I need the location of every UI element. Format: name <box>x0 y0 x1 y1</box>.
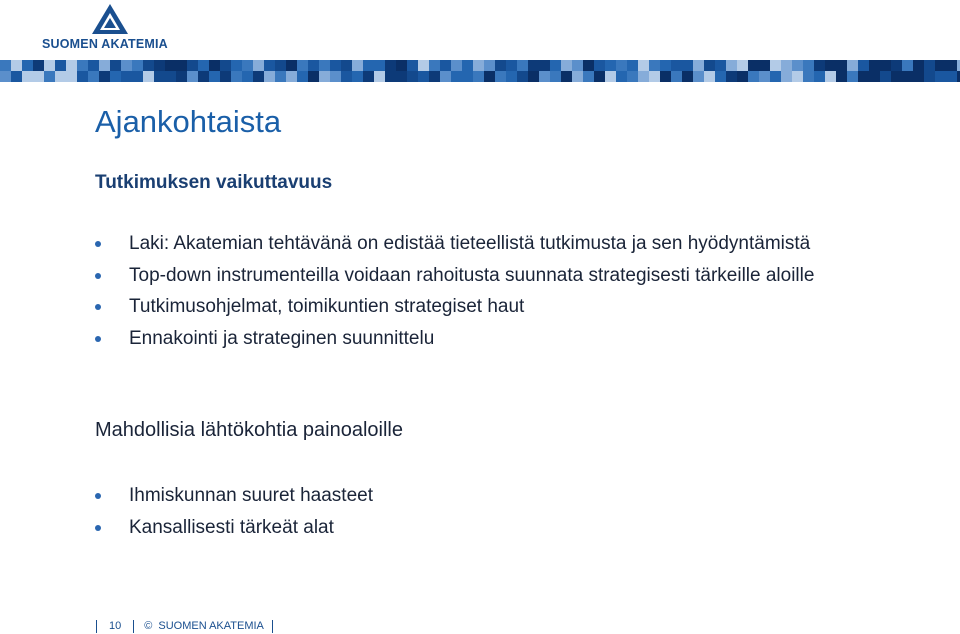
banner-tile <box>649 60 660 71</box>
banner-tile <box>737 71 748 82</box>
bullet-item <box>95 228 935 260</box>
banner-tile <box>935 60 946 71</box>
banner-tile <box>11 60 22 71</box>
banner-tile <box>440 60 451 71</box>
banner-tile <box>275 71 286 82</box>
banner-tile <box>187 60 198 71</box>
banner-tile <box>902 71 913 82</box>
banner-tile <box>671 60 682 71</box>
banner-tile <box>418 71 429 82</box>
banner-tile <box>264 71 275 82</box>
banner-tile <box>0 71 11 82</box>
banner-tile <box>605 60 616 71</box>
banner-tile <box>198 71 209 82</box>
banner-tile <box>473 71 484 82</box>
banner-tile <box>572 60 583 71</box>
banner-tile <box>814 60 825 71</box>
bullet-dot-icon <box>95 304 101 310</box>
banner-tile <box>363 60 374 71</box>
banner-tile <box>539 71 550 82</box>
banner-tile <box>913 60 924 71</box>
banner-tile <box>33 60 44 71</box>
banner-tile <box>77 71 88 82</box>
banner-tile <box>616 71 627 82</box>
banner-tile <box>693 71 704 82</box>
banner-tile <box>550 60 561 71</box>
banner-tile <box>440 71 451 82</box>
banner-tile <box>847 60 858 71</box>
banner-tile <box>506 60 517 71</box>
banner-tile <box>660 71 671 82</box>
bullet-list-secondary <box>95 480 935 543</box>
banner-tile <box>638 71 649 82</box>
suomen-akatemia-logo <box>42 4 182 52</box>
banner-tile <box>110 71 121 82</box>
banner-tile <box>759 60 770 71</box>
banner-tile <box>462 71 473 82</box>
banner-tile <box>308 71 319 82</box>
banner-tile <box>891 60 902 71</box>
banner-tile <box>583 60 594 71</box>
bullet-dot-icon <box>95 525 101 531</box>
banner-tile <box>242 71 253 82</box>
banner-tile <box>242 60 253 71</box>
banner-tile <box>649 71 660 82</box>
banner-tile <box>352 60 363 71</box>
banner-tile <box>220 60 231 71</box>
banner-tile <box>847 71 858 82</box>
banner-tile <box>330 71 341 82</box>
banner-tile <box>682 71 693 82</box>
banner-tile <box>319 71 330 82</box>
bullet-dot-icon <box>95 241 101 247</box>
banner-tile <box>781 60 792 71</box>
banner-tile <box>814 71 825 82</box>
banner-tile <box>924 60 935 71</box>
banner-tile <box>869 60 880 71</box>
banner-tile <box>220 71 231 82</box>
banner-tile <box>132 60 143 71</box>
banner-tile <box>429 60 440 71</box>
banner-tile <box>880 60 891 71</box>
banner-tile <box>682 60 693 71</box>
banner-tile <box>748 60 759 71</box>
footer-separator <box>272 620 273 633</box>
banner-tile <box>583 71 594 82</box>
slide-title: Ajankohtaista <box>95 104 282 139</box>
banner-tile <box>187 71 198 82</box>
banner-tile <box>528 60 539 71</box>
banner-tile <box>418 60 429 71</box>
banner-tile <box>792 71 803 82</box>
bullet-text: Laki: Akatemian tehtävänä on edistää tieteellistä tutkimusta ja sen hyödyntämistä <box>129 233 811 254</box>
banner-tile <box>935 71 946 82</box>
decorative-pixel-banner <box>0 60 960 82</box>
banner-tile <box>473 60 484 71</box>
banner-tile <box>121 71 132 82</box>
banner-tile <box>726 60 737 71</box>
banner-tile <box>715 60 726 71</box>
bullet-text: Kansallisesti tärkeät alat <box>129 516 334 538</box>
slide-subtitle: Tutkimuksen vaikuttavuus <box>95 172 333 193</box>
banner-tile <box>517 71 528 82</box>
footer-separator <box>96 620 97 633</box>
banner-tile <box>176 60 187 71</box>
banner-tile <box>66 71 77 82</box>
banner-tile <box>451 71 462 82</box>
banner-tile <box>539 60 550 71</box>
banner-tile <box>99 60 110 71</box>
banner-tile <box>715 71 726 82</box>
banner-tile <box>286 71 297 82</box>
banner-tile <box>858 60 869 71</box>
banner-tile <box>671 71 682 82</box>
bullet-item <box>95 480 935 512</box>
banner-tile <box>297 71 308 82</box>
banner-tile <box>209 71 220 82</box>
banner-tile <box>77 60 88 71</box>
banner-tile <box>803 60 814 71</box>
banner-tile <box>803 71 814 82</box>
page-number: 10 <box>109 620 122 632</box>
banner-tile <box>770 71 781 82</box>
banner-tile <box>748 71 759 82</box>
banner-tile <box>66 60 77 71</box>
banner-tile <box>627 71 638 82</box>
banner-tile <box>55 71 66 82</box>
banner-tile <box>385 60 396 71</box>
banner-tile <box>231 71 242 82</box>
slide-footer <box>96 618 273 634</box>
bullet-dot-icon <box>95 493 101 499</box>
bullet-item <box>95 260 935 292</box>
bullet-item <box>95 291 935 323</box>
banner-tile <box>759 71 770 82</box>
banner-tile <box>693 60 704 71</box>
banner-tile <box>770 60 781 71</box>
footer-separator <box>133 620 134 633</box>
banner-tile <box>99 71 110 82</box>
copyright-icon: © <box>144 620 153 632</box>
banner-tile <box>286 60 297 71</box>
banner-tile <box>275 60 286 71</box>
banner-tile <box>781 71 792 82</box>
banner-tile <box>253 60 264 71</box>
banner-tile <box>154 71 165 82</box>
banner-tile <box>132 71 143 82</box>
banner-tile <box>374 60 385 71</box>
banner-tile <box>110 60 121 71</box>
banner-tile <box>825 71 836 82</box>
bullet-item <box>95 323 935 355</box>
banner-tile <box>264 60 275 71</box>
banner-tile <box>429 71 440 82</box>
banner-tile <box>737 60 748 71</box>
banner-tile <box>605 71 616 82</box>
bullet-text: Ennakointi ja strateginen suunnittelu <box>129 327 435 349</box>
banner-tile <box>363 71 374 82</box>
bullet-list-primary <box>95 228 935 354</box>
logo-text: SUOMEN AKATEMIA <box>42 37 168 51</box>
banner-tile <box>154 60 165 71</box>
banner-tile <box>858 71 869 82</box>
banner-tile <box>627 60 638 71</box>
banner-tile <box>836 71 847 82</box>
banner-tile <box>869 71 880 82</box>
banner-tile <box>825 60 836 71</box>
banner-tile <box>891 71 902 82</box>
banner-tile <box>451 60 462 71</box>
banner-tile <box>704 71 715 82</box>
banner-tile <box>517 60 528 71</box>
banner-tile <box>22 71 33 82</box>
banner-tile <box>836 60 847 71</box>
banner-tile <box>11 71 22 82</box>
banner-tile <box>902 60 913 71</box>
banner-tile <box>495 60 506 71</box>
banner-tile <box>495 71 506 82</box>
banner-tile <box>209 60 220 71</box>
banner-tile <box>484 71 495 82</box>
banner-tile <box>616 60 627 71</box>
banner-tile <box>528 71 539 82</box>
banner-tile <box>407 60 418 71</box>
banner-tile <box>44 60 55 71</box>
section-label: Mahdollisia lähtökohtia painoaloille <box>95 419 403 441</box>
banner-tile <box>946 71 957 82</box>
banner-tile <box>396 60 407 71</box>
footer-organization: SUOMEN AKATEMIA <box>158 620 264 632</box>
banner-tile <box>924 71 935 82</box>
banner-tile <box>121 60 132 71</box>
bullet-text: Ihmiskunnan suuret haasteet <box>129 485 373 506</box>
banner-tile <box>550 71 561 82</box>
banner-tile <box>198 60 209 71</box>
banner-tile <box>792 60 803 71</box>
banner-tile <box>55 60 66 71</box>
banner-tile <box>341 60 352 71</box>
banner-tile <box>165 71 176 82</box>
banner-tile <box>352 71 363 82</box>
banner-tile <box>561 71 572 82</box>
banner-tile <box>143 60 154 71</box>
banner-tile <box>594 71 605 82</box>
banner-tile <box>385 71 396 82</box>
banner-tile <box>341 71 352 82</box>
banner-tile <box>407 71 418 82</box>
akatemia-triangle-icon <box>90 4 130 36</box>
banner-tile <box>88 71 99 82</box>
banner-tile <box>946 60 957 71</box>
banner-tile <box>726 71 737 82</box>
banner-tile <box>165 60 176 71</box>
banner-tile <box>660 60 671 71</box>
banner-tile <box>594 60 605 71</box>
bullet-item <box>95 512 935 544</box>
banner-tile <box>561 60 572 71</box>
banner-tile <box>176 71 187 82</box>
banner-tile <box>253 71 264 82</box>
banner-tile <box>638 60 649 71</box>
banner-tile <box>297 60 308 71</box>
banner-tile <box>330 60 341 71</box>
banner-tile <box>484 60 495 71</box>
banner-tile <box>462 60 473 71</box>
banner-tile <box>143 71 154 82</box>
banner-tile <box>913 71 924 82</box>
banner-tile <box>88 60 99 71</box>
banner-tile <box>880 71 891 82</box>
banner-tile <box>319 60 330 71</box>
banner-tile <box>396 71 407 82</box>
banner-tile <box>44 71 55 82</box>
bullet-dot-icon <box>95 273 101 279</box>
banner-tile <box>572 71 583 82</box>
bullet-text: Top-down instrumenteilla voidaan rahoitusta suunnata strategisesti tärkeille aloille <box>129 264 815 286</box>
bullet-text: Tutkimusohjelmat, toimikuntien strategiset haut <box>129 296 525 317</box>
banner-tile <box>0 60 11 71</box>
bullet-dot-icon <box>95 336 101 342</box>
banner-tile <box>231 60 242 71</box>
banner-tile <box>308 60 319 71</box>
banner-tile <box>22 60 33 71</box>
banner-tile <box>33 71 44 82</box>
banner-tile <box>506 71 517 82</box>
banner-tile <box>704 60 715 71</box>
banner-tile <box>374 71 385 82</box>
